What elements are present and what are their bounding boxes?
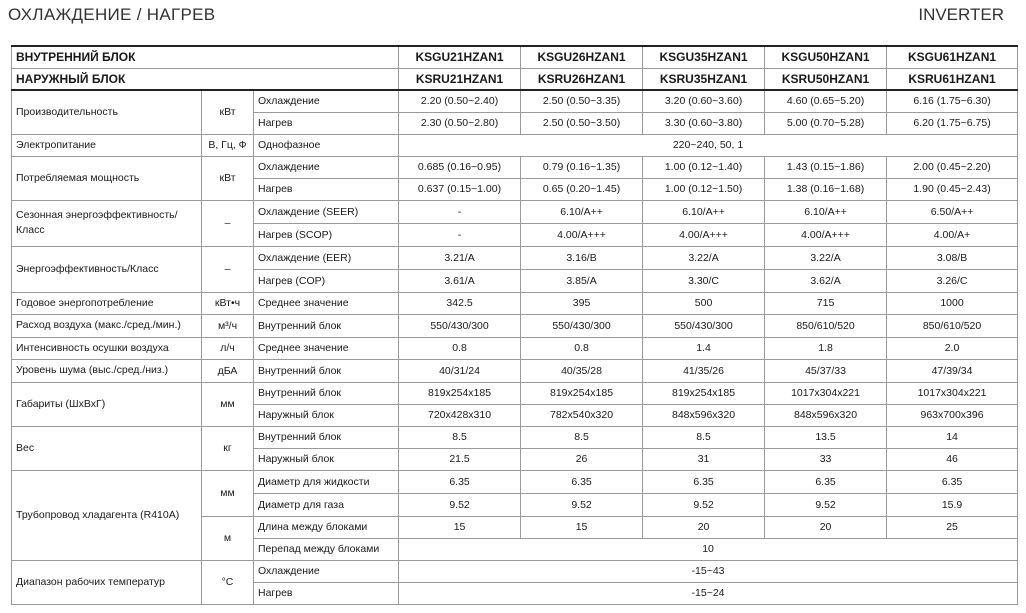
param-name: Энергоэффективность/Класс <box>12 246 202 292</box>
param-name: Сезонная энергоэффективность/ Класс <box>12 200 202 246</box>
value-cell: 40/35/28 <box>521 359 643 382</box>
inverter-label: INVERTER <box>918 5 1004 24</box>
value-cell: 1.8 <box>765 337 887 359</box>
param-mode: Охлаждение (SEER) <box>254 200 399 223</box>
value-cell: 0.65 (0.20~1.45) <box>521 178 643 200</box>
value-cell: 25 <box>887 516 1018 538</box>
value-cell: 0.637 (0.15~1.00) <box>399 178 521 200</box>
value-cell: 15.9 <box>887 493 1018 516</box>
value-cell: 782x540x320 <box>521 404 643 426</box>
param-name: Годовое энергопотребление <box>12 292 202 314</box>
value-cell: 550/430/300 <box>399 314 521 337</box>
indoor-model: KSGU50HZAN1 <box>765 46 887 68</box>
value-cell-merged: 10 <box>399 538 1018 560</box>
value-cell: 715 <box>765 292 887 314</box>
param-mode: Нагрев <box>254 582 399 604</box>
param-mode: Наружный блок <box>254 404 399 426</box>
param-mode: Диаметр для газа <box>254 493 399 516</box>
param-mode: Охлаждение (EER) <box>254 246 399 269</box>
value-cell: 1000 <box>887 292 1018 314</box>
value-cell: 46 <box>887 448 1018 470</box>
outdoor-unit-label: НАРУЖНЫЙ БЛОК <box>12 68 399 90</box>
value-cell: 2.30 (0.50~2.80) <box>399 112 521 134</box>
value-cell: 8.5 <box>399 426 521 448</box>
value-cell: 9.52 <box>399 493 521 516</box>
value-cell: 26 <box>521 448 643 470</box>
outdoor-model: KSRU61HZAN1 <box>887 68 1018 90</box>
value-cell: 3.85/A <box>521 269 643 292</box>
indoor-model: KSGU21HZAN1 <box>399 46 521 68</box>
value-cell: 550/430/300 <box>521 314 643 337</box>
param-unit: – <box>202 200 254 246</box>
spec-row <box>12 359 1018 382</box>
value-cell: 1.38 (0.16~1.68) <box>765 178 887 200</box>
value-cell: 3.61/A <box>399 269 521 292</box>
param-unit: л/ч <box>202 337 254 359</box>
value-cell: 1.4 <box>643 337 765 359</box>
value-cell: 20 <box>643 516 765 538</box>
value-cell: 819x254x185 <box>643 382 765 404</box>
value-cell: 6.10/A++ <box>643 200 765 223</box>
value-cell: 8.5 <box>643 426 765 448</box>
value-cell: 850/610/520 <box>887 314 1018 337</box>
param-mode: Внутренний блок <box>254 426 399 448</box>
value-cell: 395 <box>521 292 643 314</box>
value-cell: 33 <box>765 448 887 470</box>
value-cell: 848x596x320 <box>765 404 887 426</box>
value-cell-merged: -15~43 <box>399 560 1018 582</box>
value-cell: 3.30 (0.60~3.80) <box>643 112 765 134</box>
param-mode: Нагрев (COP) <box>254 269 399 292</box>
value-cell: 31 <box>643 448 765 470</box>
param-mode: Нагрев <box>254 112 399 134</box>
value-cell: 13.5 <box>765 426 887 448</box>
value-cell: 6.35 <box>521 470 643 493</box>
value-cell: 5.00 (0.70~5.28) <box>765 112 887 134</box>
value-cell: 3.22/A <box>643 246 765 269</box>
param-name: Трубопровод хладагента (R410A) <box>12 470 202 560</box>
param-mode: Нагрев (SCOP) <box>254 223 399 246</box>
value-cell: 0.8 <box>399 337 521 359</box>
param-unit: дБА <box>202 359 254 382</box>
value-cell: - <box>399 223 521 246</box>
indoor-model-row <box>12 46 1018 68</box>
value-cell: 1017x304x221 <box>765 382 887 404</box>
value-cell: 500 <box>643 292 765 314</box>
value-cell: 9.52 <box>521 493 643 516</box>
value-cell: 2.50 (0.50~3.35) <box>521 90 643 112</box>
value-cell: 819x254x185 <box>399 382 521 404</box>
value-cell: 342.5 <box>399 292 521 314</box>
param-mode: Длина между блоками <box>254 516 399 538</box>
section-title: ОХЛАЖДЕНИЕ / НАГРЕВ <box>8 5 216 24</box>
outdoor-model-row <box>12 68 1018 90</box>
param-mode: Внутренний блок <box>254 314 399 337</box>
param-name: Электропитание <box>12 134 202 156</box>
param-mode: Диаметр для жидкости <box>254 470 399 493</box>
param-unit: – <box>202 246 254 292</box>
value-cell: 2.00 (0.45~2.20) <box>887 156 1018 178</box>
param-mode: Охлаждение <box>254 560 399 582</box>
value-cell: 9.52 <box>643 493 765 516</box>
value-cell: 6.35 <box>399 470 521 493</box>
value-cell: 14 <box>887 426 1018 448</box>
spec-row <box>12 200 1018 223</box>
param-mode: Перепад между блоками <box>254 538 399 560</box>
value-cell: 6.16 (1.75~6.30) <box>887 90 1018 112</box>
param-mode: Охлаждение <box>254 156 399 178</box>
value-cell: 2.0 <box>887 337 1018 359</box>
value-cell: 4.00/A+++ <box>643 223 765 246</box>
value-cell: 3.08/B <box>887 246 1018 269</box>
param-unit: кг <box>202 426 254 470</box>
outdoor-model: KSRU21HZAN1 <box>399 68 521 90</box>
value-cell: 41/35/26 <box>643 359 765 382</box>
value-cell: 21.5 <box>399 448 521 470</box>
value-cell: 3.62/A <box>765 269 887 292</box>
value-cell: 0.8 <box>521 337 643 359</box>
value-cell: 550/430/300 <box>643 314 765 337</box>
spec-row <box>12 292 1018 314</box>
indoor-unit-label: ВНУТРЕННИЙ БЛОК <box>12 46 399 68</box>
param-unit: кВт•ч <box>202 292 254 314</box>
spec-row <box>12 314 1018 337</box>
value-cell: 40/31/24 <box>399 359 521 382</box>
param-name: Расход воздуха (макс./сред./мин.) <box>12 314 202 337</box>
value-cell: 9.52 <box>765 493 887 516</box>
value-cell: 47/39/34 <box>887 359 1018 382</box>
indoor-model: KSGU35HZAN1 <box>643 46 765 68</box>
value-cell: 0.79 (0.16~1.35) <box>521 156 643 178</box>
value-cell: 720x428x310 <box>399 404 521 426</box>
param-name: Диапазон рабочих температур <box>12 560 202 604</box>
value-cell: 1.90 (0.45~2.43) <box>887 178 1018 200</box>
spec-row <box>12 134 1018 156</box>
value-cell: 4.00/A+ <box>887 223 1018 246</box>
param-mode: Среднее значение <box>254 292 399 314</box>
param-unit: мм <box>202 470 254 516</box>
param-name: Габариты (ШхВхГ) <box>12 382 202 426</box>
spec-row <box>12 156 1018 178</box>
param-unit: кВт <box>202 90 254 134</box>
value-cell: 6.10/A++ <box>521 200 643 223</box>
value-cell: 1017x304x221 <box>887 382 1018 404</box>
outdoor-model: KSRU26HZAN1 <box>521 68 643 90</box>
spec-row <box>12 246 1018 269</box>
value-cell: 45/37/33 <box>765 359 887 382</box>
value-cell-merged: 220~240, 50, 1 <box>399 134 1018 156</box>
value-cell: 3.21/A <box>399 246 521 269</box>
param-name: Уровень шума (выс./сред./низ.) <box>12 359 202 382</box>
spec-row <box>12 337 1018 359</box>
value-cell: 963x700x396 <box>887 404 1018 426</box>
param-mode: Охлаждение <box>254 90 399 112</box>
value-cell: 1.00 (0.12~1.40) <box>643 156 765 178</box>
param-mode: Наружный блок <box>254 448 399 470</box>
value-cell: 4.00/A+++ <box>765 223 887 246</box>
value-cell: 819x254x185 <box>521 382 643 404</box>
value-cell: 15 <box>521 516 643 538</box>
param-unit: м³/ч <box>202 314 254 337</box>
value-cell: - <box>399 200 521 223</box>
value-cell: 2.20 (0.50~2.40) <box>399 90 521 112</box>
spec-row <box>12 90 1018 112</box>
param-mode: Среднее значение <box>254 337 399 359</box>
spec-row <box>12 470 1018 493</box>
value-cell: 8.5 <box>521 426 643 448</box>
param-name: Интенсивность осушки воздуха <box>12 337 202 359</box>
value-cell: 6.50/A++ <box>887 200 1018 223</box>
param-mode: Однофазное <box>254 134 399 156</box>
value-cell: 850/610/520 <box>765 314 887 337</box>
spec-body <box>12 90 1018 604</box>
value-cell: 3.26/C <box>887 269 1018 292</box>
indoor-model: KSGU61HZAN1 <box>887 46 1018 68</box>
indoor-model: KSGU26HZAN1 <box>521 46 643 68</box>
spec-row <box>12 382 1018 404</box>
spec-row <box>12 426 1018 448</box>
value-cell: 3.20 (0.60~3.60) <box>643 90 765 112</box>
param-unit: кВт <box>202 156 254 200</box>
value-cell: 3.22/A <box>765 246 887 269</box>
value-cell: 6.35 <box>643 470 765 493</box>
param-name: Вес <box>12 426 202 470</box>
value-cell: 1.43 (0.15~1.86) <box>765 156 887 178</box>
value-cell: 20 <box>765 516 887 538</box>
value-cell: 4.60 (0.65~5.20) <box>765 90 887 112</box>
param-unit: мм <box>202 382 254 426</box>
value-cell: 6.10/A++ <box>765 200 887 223</box>
param-mode: Внутренний блок <box>254 382 399 404</box>
value-cell: 1.00 (0.12~1.50) <box>643 178 765 200</box>
value-cell: 0.685 (0.16~0.95) <box>399 156 521 178</box>
value-cell: 6.35 <box>765 470 887 493</box>
outdoor-model: KSRU35HZAN1 <box>643 68 765 90</box>
outdoor-model: KSRU50HZAN1 <box>765 68 887 90</box>
param-name: Потребляемая мощность <box>12 156 202 200</box>
value-cell: 15 <box>399 516 521 538</box>
value-cell: 6.20 (1.75~6.75) <box>887 112 1018 134</box>
value-cell: 3.16/B <box>521 246 643 269</box>
value-cell: 3.30/C <box>643 269 765 292</box>
param-mode: Нагрев <box>254 178 399 200</box>
param-name: Производительность <box>12 90 202 134</box>
value-cell: 848x596x320 <box>643 404 765 426</box>
value-cell: 2.50 (0.50~3.50) <box>521 112 643 134</box>
param-unit: В, Гц, Ф <box>202 134 254 156</box>
value-cell-merged: -15~24 <box>399 582 1018 604</box>
spec-row <box>12 560 1018 582</box>
param-mode: Внутренний блок <box>254 359 399 382</box>
spec-table <box>11 45 1018 605</box>
value-cell: 6.35 <box>887 470 1018 493</box>
value-cell: 4.00/A+++ <box>521 223 643 246</box>
param-unit: м <box>202 516 254 560</box>
param-unit: °C <box>202 560 254 604</box>
